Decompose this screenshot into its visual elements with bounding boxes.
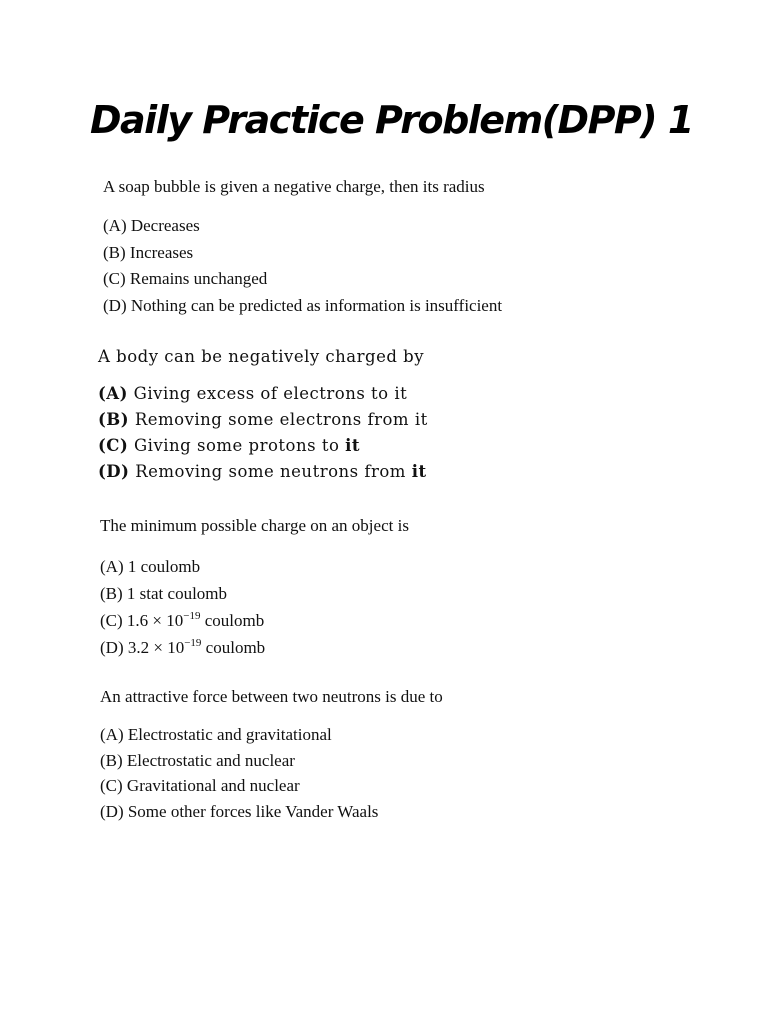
option-b: (B) Increases <box>103 242 194 262</box>
question-1 <box>103 176 502 320</box>
option-list <box>103 213 502 320</box>
option-d: (D) Nothing can be predicted as information is insufficient <box>103 296 503 316</box>
option-exponent: −19 <box>184 637 202 649</box>
option-mantissa: 3.2 × 10 <box>127 638 185 657</box>
option-d <box>100 634 409 661</box>
option-suffix: it <box>345 436 361 455</box>
option-prefix: (C) <box>100 611 123 630</box>
option-unit: coulomb <box>201 638 266 657</box>
option-c: (C) Remains unchanged <box>103 269 268 289</box>
question-stem: The minimum possible charge on an object is <box>100 516 409 535</box>
option-d <box>98 459 428 485</box>
option-suffix: it <box>411 462 427 481</box>
option-text: Removing some neutrons from <box>135 462 406 481</box>
option-a: (A) Decreases <box>103 216 200 235</box>
option-exponent: −19 <box>183 610 201 622</box>
question-3 <box>100 515 409 661</box>
option-b: (B) Electrostatic and nuclear <box>100 750 295 770</box>
option-c <box>100 607 409 634</box>
document-title: Daily Practice Problem(DPP) 1 <box>90 98 693 142</box>
option-d: (D) Some other forces like Vander Waals <box>100 801 379 821</box>
question-stem: A body can be negatively charged by <box>98 347 425 366</box>
option-prefix: (D) <box>98 462 130 481</box>
option-a <box>98 381 428 407</box>
option-b <box>98 407 428 433</box>
question-2 <box>98 345 428 485</box>
option-text: Giving some protons to <box>134 436 340 455</box>
option-list <box>100 722 443 824</box>
option-a: (A) Electrostatic and gravitational <box>100 725 332 744</box>
option-c <box>98 433 428 459</box>
question-stem: A soap bubble is given a negative charge, then its radius <box>103 177 485 196</box>
option-text: Giving excess of electrons to it <box>133 384 408 403</box>
option-text: Removing some electrons from it <box>134 410 428 429</box>
option-list <box>100 553 409 661</box>
option-prefix: (B) <box>98 410 130 429</box>
option-prefix: (A) <box>98 384 128 403</box>
question-stem: An attractive force between two neutrons is due to <box>100 687 443 706</box>
option-prefix: (D) <box>100 638 124 657</box>
option-a: (A) 1 coulomb <box>100 557 201 576</box>
option-list <box>98 381 428 485</box>
option-prefix: (C) <box>98 436 129 455</box>
question-4 <box>100 686 443 824</box>
option-b: (B) 1 stat coulomb <box>100 584 228 603</box>
option-unit: coulomb <box>200 611 265 630</box>
option-c: (C) Gravitational and nuclear <box>100 776 300 795</box>
option-mantissa: 1.6 × 10 <box>126 611 184 630</box>
